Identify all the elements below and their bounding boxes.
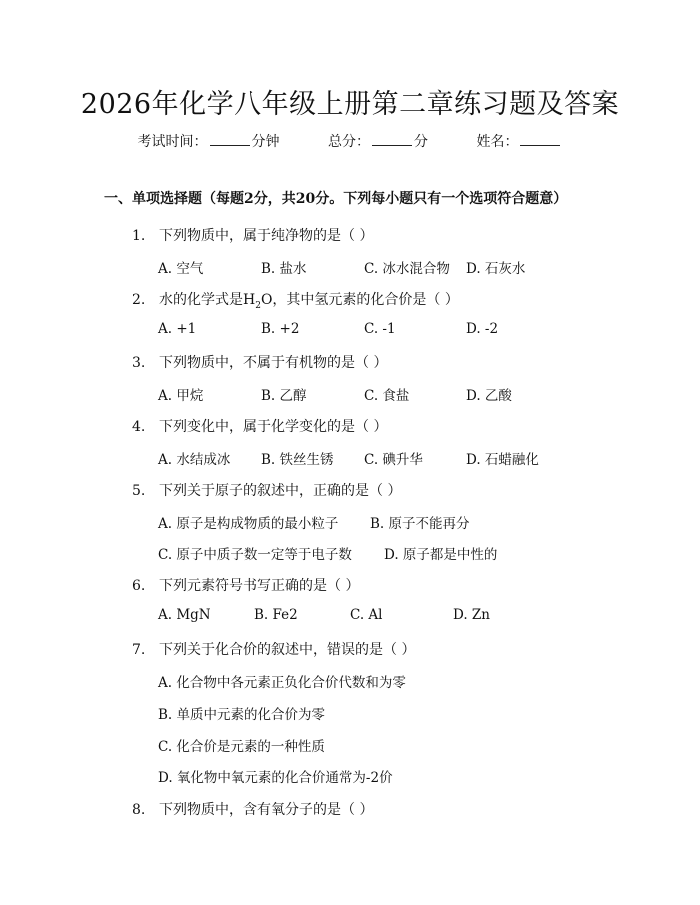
q1-option-a: A. 空气: [158, 261, 204, 277]
time-label: 考试时间：: [137, 134, 208, 150]
time-unit: 分钟: [251, 134, 280, 150]
question-number: 6.: [132, 578, 146, 594]
q3-option-a: A. 甲烷: [158, 388, 204, 404]
question-stem: 下列元素符号书写正确的是（ ）: [159, 578, 360, 594]
question-number: 8.: [132, 802, 146, 818]
question-number: 5.: [132, 483, 146, 499]
question-8: [132, 799, 373, 819]
q5-option-c: C. 原子中质子数一定等于电子数: [158, 547, 352, 563]
section-heading: 一、单项选择题（每题2分，共20分。下列每小题只有一个选项符合题意）: [104, 191, 568, 207]
q3-option-b: B. 乙醇: [261, 388, 307, 404]
score-unit: 分: [414, 134, 428, 150]
q1-option-d: D. 石灰水: [466, 261, 526, 277]
name-field: [476, 131, 562, 151]
q1-option-c: C. 冰水混合物: [364, 261, 450, 277]
q5-option-b: B. 原子不能再分: [370, 516, 470, 532]
question-1: [132, 225, 373, 245]
question-number: 4.: [132, 419, 146, 435]
score-blank: [372, 133, 412, 146]
question-7: [132, 639, 415, 659]
name-label: 姓名：: [476, 134, 519, 150]
q7-option-b: B. 单质中元素的化合价为零: [158, 707, 326, 723]
q3-option-c: C. 食盐: [364, 388, 410, 404]
question-stem: 下列变化中，属于化学变化的是（ ）: [159, 419, 388, 435]
name-blank: [520, 133, 560, 146]
question-3: [132, 352, 387, 372]
question-6: [132, 575, 359, 595]
exam-meta: [0, 131, 700, 151]
q3-option-d: D. 乙酸: [466, 388, 512, 404]
question-number: 7.: [132, 642, 146, 658]
question-4: [132, 416, 387, 436]
q5-option-d: D. 原子都是中性的: [384, 547, 498, 563]
score-label: 总分：: [328, 134, 370, 150]
q4-option-d: D. 石蜡融化: [466, 452, 539, 468]
q6-option-d: D. Zn: [453, 607, 490, 623]
question-2: [132, 289, 459, 311]
score-field: [328, 131, 428, 151]
q1-option-b: B. 盐水: [261, 261, 307, 277]
question-5: [132, 480, 401, 500]
q6-option-a: A. MgN: [158, 607, 211, 623]
q6-option-b: B. Fe2: [254, 607, 298, 623]
question-number: 1.: [132, 228, 146, 244]
q2-option-c: C. -1: [364, 321, 396, 337]
q6-option-c: C. Al: [350, 607, 383, 623]
q2-option-a: A. +1: [158, 321, 197, 337]
time-blank: [210, 133, 250, 146]
question-stem-post: O，其中氢元素的化合价是（ ）: [260, 292, 459, 308]
question-number: 3.: [132, 355, 146, 371]
page-title: 2026年化学八年级上册第二章练习题及答案: [80, 89, 620, 120]
question-stem: 下列关于化合价的叙述中，错误的是（ ）: [159, 642, 416, 658]
q4-option-b: B. 铁丝生锈: [261, 452, 334, 468]
question-stem: 下列物质中，不属于有机物的是（ ）: [159, 355, 388, 371]
question-stem: 下列物质中，含有氧分子的是（ ）: [159, 802, 374, 818]
question-stem: 下列物质中，属于纯净物的是（ ）: [159, 228, 374, 244]
q2-option-b: B. +2: [261, 321, 300, 337]
question-number: 2.: [132, 292, 146, 308]
q7-option-a: A. 化合物中各元素正负化合价代数和为零: [158, 675, 406, 691]
q5-option-a: A. 原子是构成物质的最小粒子: [158, 516, 339, 532]
question-stem: 下列关于原子的叙述中，正确的是（ ）: [159, 483, 402, 499]
time-field: [138, 131, 280, 151]
subscript: 2: [255, 300, 261, 311]
q4-option-a: A. 水结成冰: [158, 452, 231, 468]
q7-option-c: C. 化合价是元素的一种性质: [158, 739, 325, 755]
q2-option-d: D. -2: [466, 321, 499, 337]
q7-option-d: D. 氧化物中氧元素的化合价通常为-2价: [158, 770, 393, 786]
question-stem-pre: 水的化学式是H: [159, 292, 256, 308]
q4-option-c: C. 碘升华: [364, 452, 423, 468]
